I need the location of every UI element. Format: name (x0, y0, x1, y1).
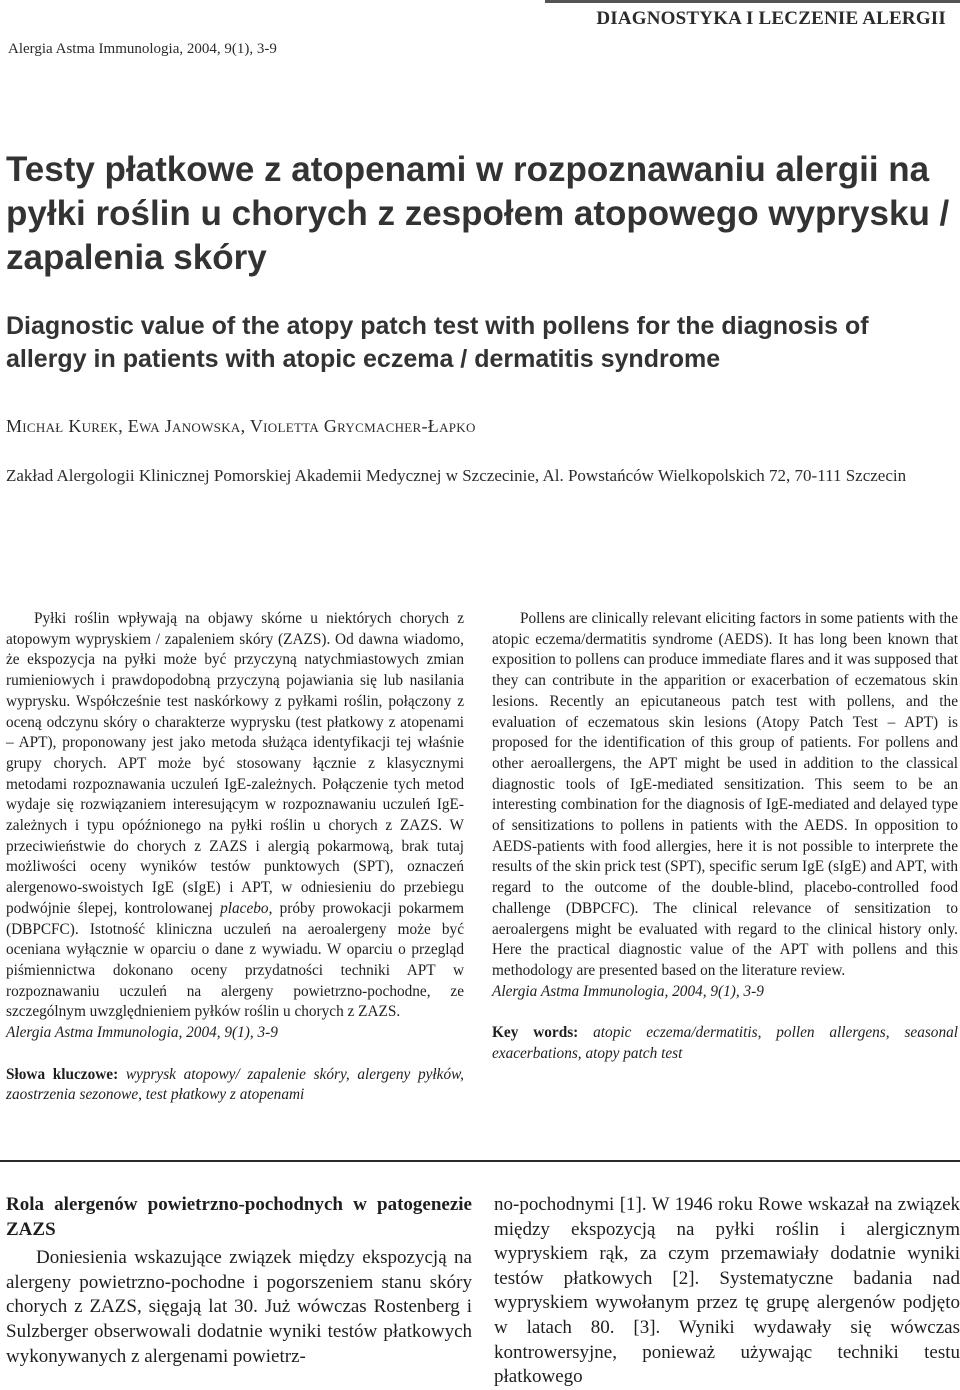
keywords-english-values: atopic eczema/dermatitis, pollen allergens, seasonal exacerbations, atopy patch test (492, 1024, 959, 1063)
abstract-polish-text-part: Pyłki roślin wpływają na objawy skórne u niektórych chorych z atopowym wypryskiem / zapaleniem skóry (ZAZS). Od dawna wiadomo, że ekspozycja na pyłki może być przyczyną natychmiastowych zmian rumieniowych i prawdopodobną przyczyną pojawiania się lub nasilania wyprysku. Współcześnie test naskórkowy z pyłkami roślin, połączony z oceną odczynu skóry o charakterze wyprysku (test płatkowy z atopenami – APT), proponowany jest jako metoda służąca identyfikacji tej właśnie grupy chorych. APT może być stosowany łącznie z klasycznymi metodami rozpoznawania uczuleń IgE-zależnych. Połączenie tych metod wydaje się rozwiązaniem interesującym w rozpoznawaniu uczuleń IgE-zależnych i typu opóźnionego na pyłki roślin u chorych z ZAZS. W przeciwieństwie do chorych z ZAZS i alergią pokarmową, brak tutaj możliwości oceny wyników testów punktowych (SPT), oznaczeń alergenowo-swoistych IgE (sIgE) i APT, w odniesieniu do przebiegu podwójnie ślepej, kontrolowanej (6, 610, 464, 917)
body-column-left (6, 1193, 472, 1369)
article-title-polish: Testy płatkowe z atopenami w rozpoznawaniu alergii na pyłki roślin u chorych z zespołem atopowego wyprysku / zapalenia skóry (6, 150, 950, 277)
keywords-english (492, 1023, 958, 1064)
article-title-english: Diagnostic value of the atopy patch test with pollens for the diagnosis of allergy in patients with atopic eczema / dermatitis syndrome (6, 312, 869, 373)
section-heading: Rola alergenów powietrzno-pochodnych w patogenezie ZAZS (6, 1194, 472, 1240)
keywords-polish-values: wyprysk atopowy/ zapalenie skóry, alergeny pyłków, zaostrzenia sezonowe, test płatkowy z atopenami (6, 1065, 464, 1104)
authors: Michał Kurek, Ewa Janowska, Violetta Grycmacher-Łapko (6, 416, 476, 436)
body-paragraph-continued: no-pochodnymi [1]. W 1946 roku Rowe wskazał na związek między ekspozycją na pyłki roślin i alergicznym wypryskiem rąk, za czym przemawiały dodatnie wyniki testów płatkowych [2]. Systematyczne badania nad wypryskiem wywołanym przez tę grupę alergenów podjęto w latach 80. [3]. Wyniki wydawały się wówczas kontrowersyjne, ponieważ używając techniki testu płatkowego (494, 1194, 960, 1388)
affiliation: Zakład Alergologii Klinicznej Pomorskiej Akademii Medycznej w Szczecinie, Al. Powstańców Wielkopolskich 72, 70-111 Szczecin (6, 466, 907, 485)
abstract-polish-text (6, 609, 464, 1023)
keywords-polish (6, 1065, 464, 1106)
section-divider (0, 1160, 960, 1162)
journal-reference: Alergia Astma Immunologia, 2004, 9(1), 3-9 (8, 41, 277, 57)
keywords-english-label: Key words: (492, 1024, 579, 1042)
abstract-english-text: Pollens are clinically relevant eliciting factors in some patients with the atopic eczema/dermatitis syndrome (AEDS). It has long been known that exposition to pollens can produce immediate flares and it was supposed that they can contribute in the apparition or exacerbation of eczematous skin lesions. Recently an epicutaneous patch test with pollens, and the evaluation of eczematous skin lesions (Atopy Patch Test – APT) is proposed for the identification of this group of patients. For pollens and other aeroallergens, the APT might be used in addition to the classical diagnostic tools of IgE-mediated sensitization. This seem to be an interesting combination for the diagnosis of IgE-mediated and delayed type of sensitizations to pollens in patients with the AEDS. In opposition to AEDS-patients with food allergies, here it is not possible to interprete the results of the skin prick test (SPT), specific serum IgE (sIgE) and APT, with regard to the outcome of the double-blind, placebo-controlled food challenge (DBPCFC). The clinical relevance of sensitization to aeroalergens might be evaluated with regard to the clinical history only. Here the practical diagnostic value of the APT with pollens and this methodology are presented based on the literature review. (492, 610, 958, 979)
body-paragraph: Doniesienia wskazujące związek między ekspozycją na alergeny powietrzno-pochodne i pogorszeniem stanu skóry chorych z ZAZS, sięgają lat 30. Już wówczas Rostenberg i Sulzberger obserwowali dodatnie wyniki testów płatkowych wykonywanych z alergenami powietrz- (6, 1247, 472, 1367)
abstract-polish-citation: Alergia Astma Immunologia, 2004, 9(1), 3-9 (6, 1024, 278, 1042)
keywords-polish-label: Słowa kluczowe: (6, 1065, 119, 1083)
abstract-english (492, 609, 958, 1065)
abstract-polish (6, 609, 464, 1106)
header-rule (545, 0, 960, 3)
abstract-polish-italic: placebo (220, 899, 269, 917)
section-header: DIAGNOSTYKA I LECZENIE ALERGII (596, 8, 946, 29)
abstract-english-citation: Alergia Astma Immunologia, 2004, 9(1), 3-9 (492, 982, 764, 1000)
abstract-polish-text-part: , próby prowokacji pokarmem (DBPCFC). Istotność kliniczna uczuleń na aeroalergeny może być oceniana wyłącznie w oparciu o dane z wywiadu. W oparciu o przegląd piśmiennictwa dokonano oceny przydatności techniki APT w rozpoznawaniu uczuleń na alergeny powietrzno-pochodne, ze szczególnym uwzględnieniem pyłków roślin u chorych z ZAZS. (6, 899, 465, 1021)
body-column-right (494, 1193, 960, 1390)
